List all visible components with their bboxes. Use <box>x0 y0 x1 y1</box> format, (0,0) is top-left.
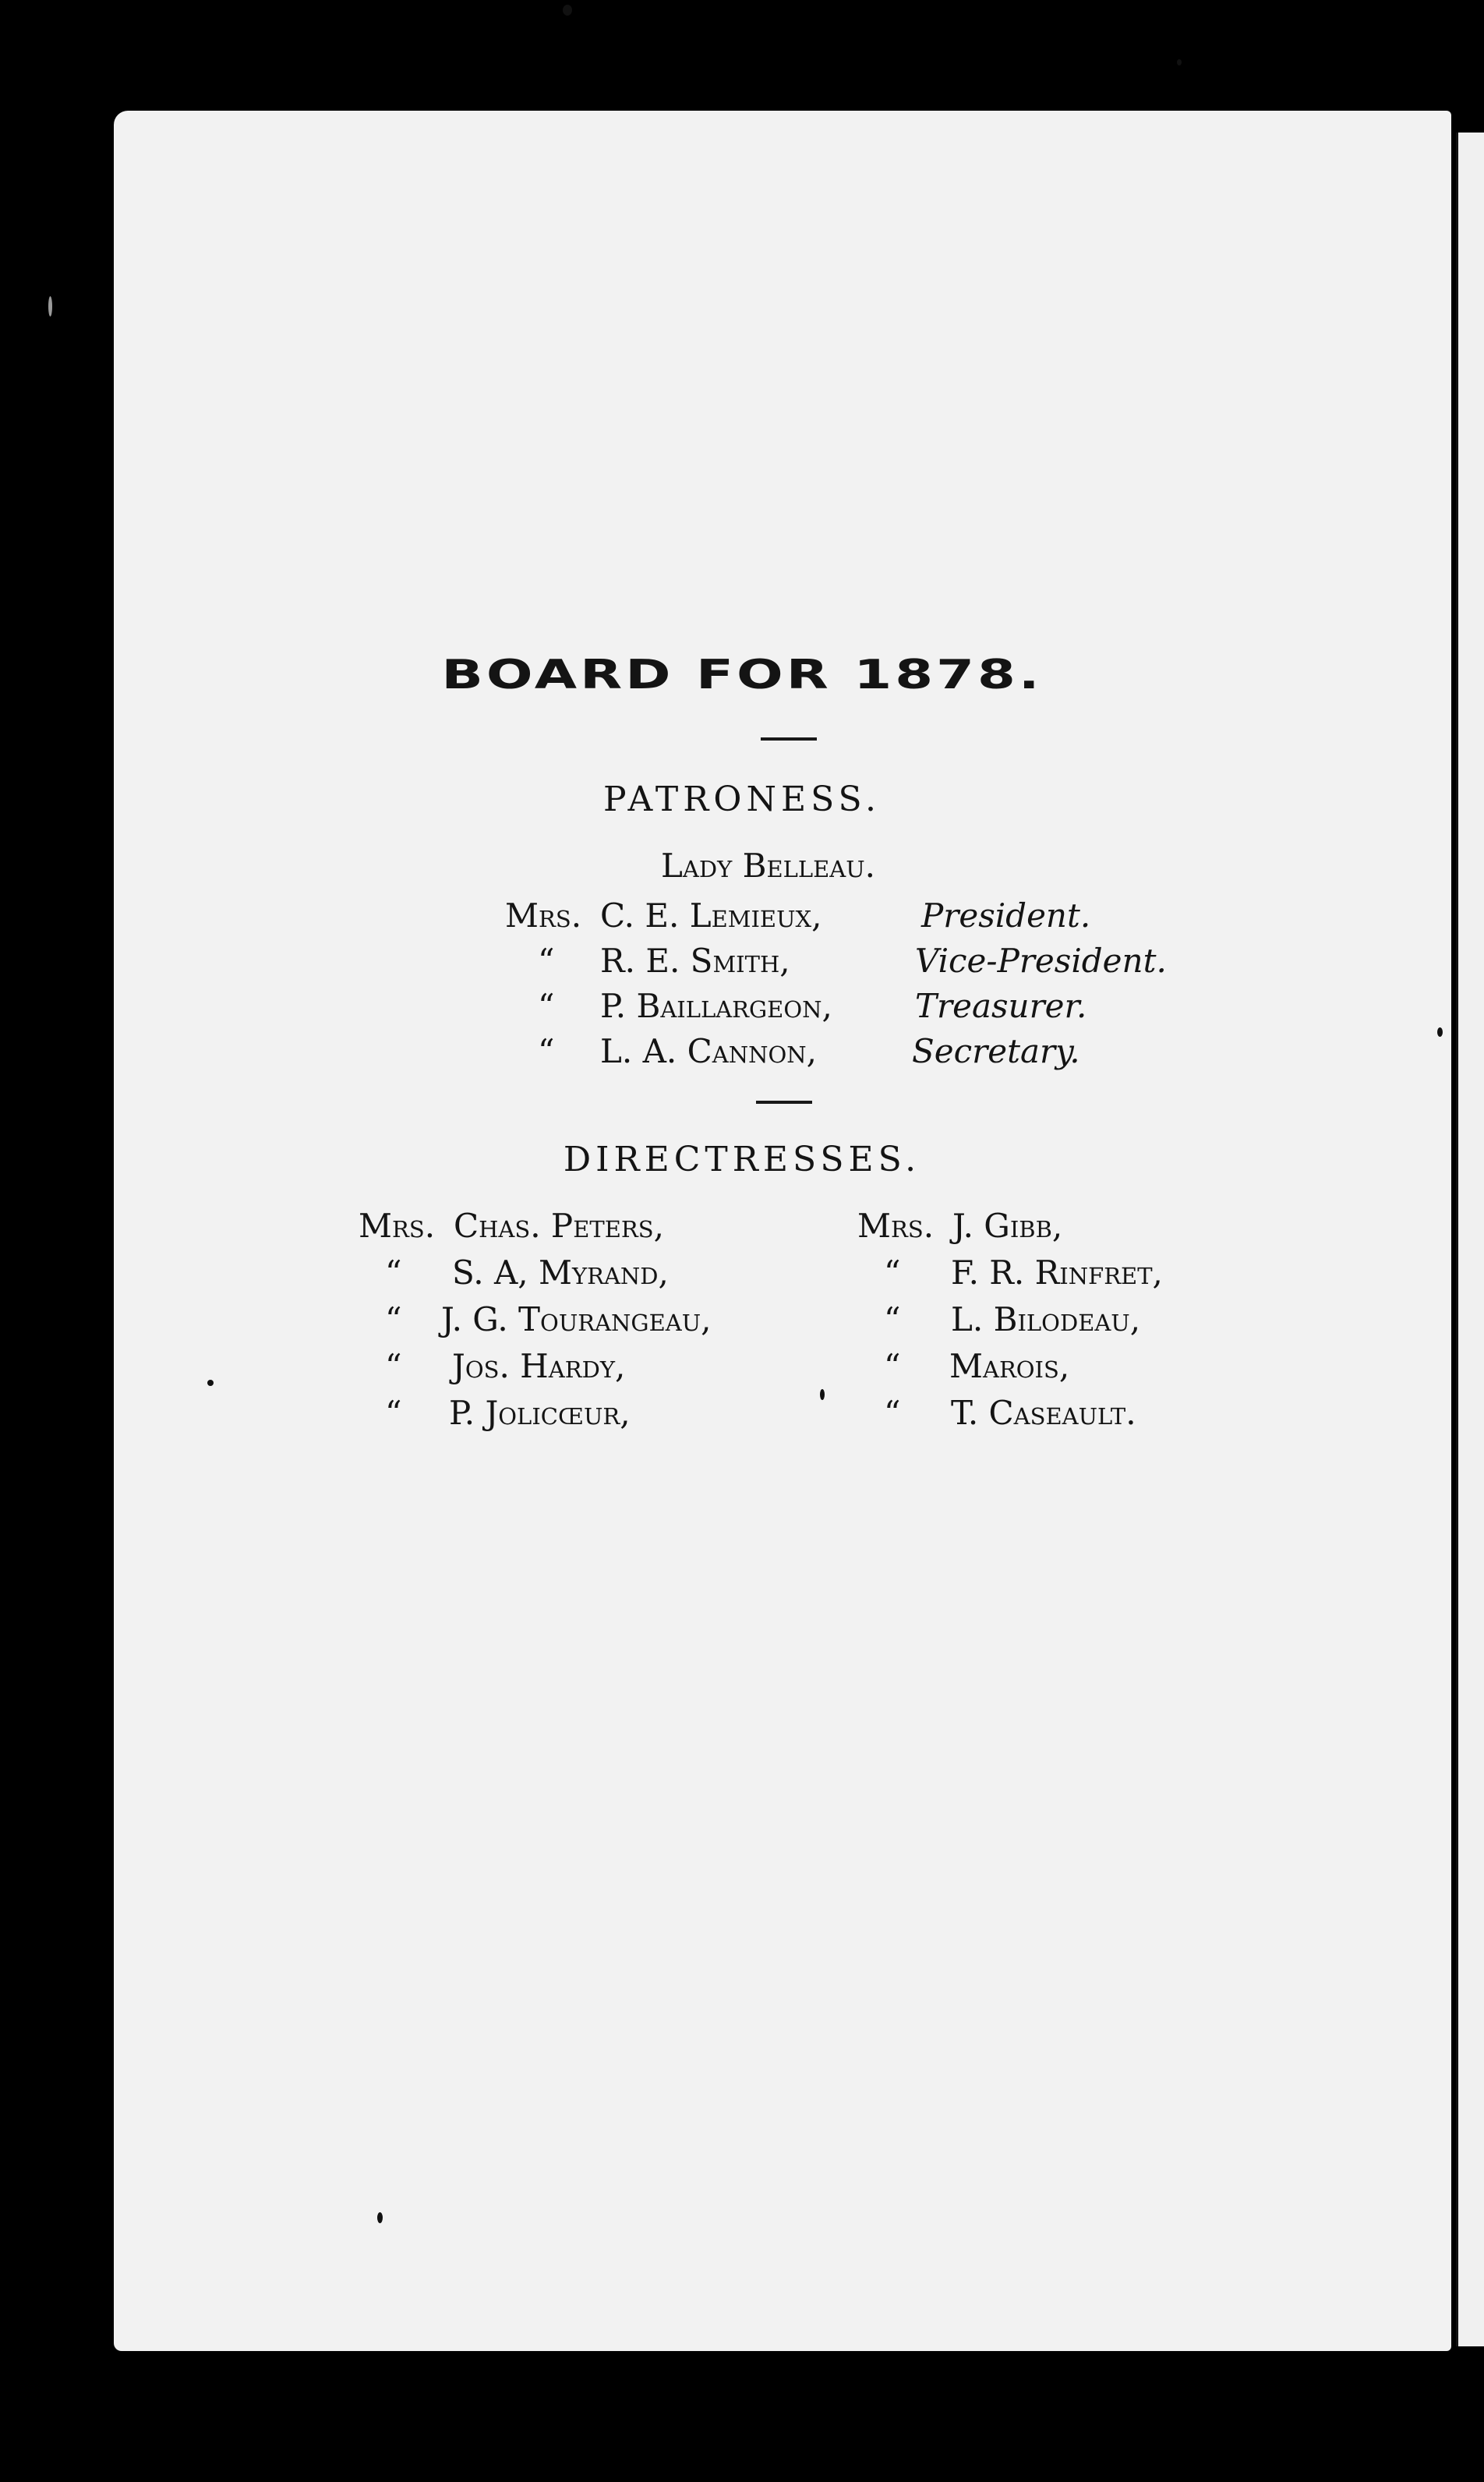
scan-speck <box>1437 1027 1443 1037</box>
ditto-mark: “ <box>884 1394 901 1432</box>
scan-speck <box>48 296 52 316</box>
ditto-mark: “ <box>538 987 555 1025</box>
directress-name: J. Gibb, <box>952 1207 1063 1245</box>
ditto-mark: “ <box>538 1032 555 1070</box>
officer-role: President. <box>921 896 1091 935</box>
directress-prefix: Mrs. <box>359 1207 436 1245</box>
ditto-mark: “ <box>538 942 555 980</box>
directress-name: L. Bilodeau, <box>951 1300 1141 1338</box>
ditto-mark: “ <box>385 1253 402 1292</box>
officer-name: C. E. Lemieux, <box>600 896 822 935</box>
directress-name: J. G. Tourangeau, <box>441 1300 712 1338</box>
ditto-mark: “ <box>385 1394 402 1432</box>
directress-name: Marois, <box>949 1347 1070 1385</box>
directress-name: S. A, Myrand, <box>452 1253 669 1292</box>
patroness-heading: PATRONESS. <box>602 780 882 819</box>
ditto-mark: “ <box>385 1300 402 1338</box>
ditto-mark: “ <box>884 1300 901 1338</box>
directress-name: F. R. Rinfret, <box>951 1253 1163 1292</box>
directress-name: P. Jolicœur, <box>449 1394 631 1432</box>
scan-speck <box>207 1380 214 1386</box>
scan-speck <box>563 5 572 16</box>
divider-rule <box>761 737 817 741</box>
ditto-mark: “ <box>385 1347 402 1385</box>
ditto-mark: “ <box>884 1253 901 1292</box>
adjacent-page-edge <box>1456 133 1484 2346</box>
directress-name: T. Caseault. <box>951 1394 1136 1432</box>
divider-rule <box>756 1101 812 1104</box>
ditto-mark: “ <box>884 1347 901 1385</box>
officer-prefix: Mrs. <box>505 896 582 935</box>
patron-name: Lady Belleau. <box>661 847 876 885</box>
officer-name: L. A. Cannon, <box>600 1032 817 1070</box>
scan-speck <box>1177 59 1182 65</box>
scan-speck <box>377 2212 383 2223</box>
directress-name: Chas. Peters, <box>454 1207 664 1245</box>
directresses-heading: DIRECTRESSES. <box>563 1140 921 1179</box>
document-page <box>114 111 1451 2351</box>
officer-name: R. E. Smith, <box>600 942 790 980</box>
officer-name: P. Baillargeon, <box>600 987 832 1025</box>
directress-name: Jos. Hardy, <box>452 1347 626 1385</box>
board-title: BOARD FOR 1878. <box>441 652 1043 698</box>
officer-role: Treasurer. <box>915 987 1087 1025</box>
scan-speck <box>820 1389 825 1400</box>
officer-role: Secretary. <box>912 1032 1080 1070</box>
officer-role: Vice-President. <box>915 942 1167 980</box>
directress-prefix: Mrs. <box>857 1207 935 1245</box>
